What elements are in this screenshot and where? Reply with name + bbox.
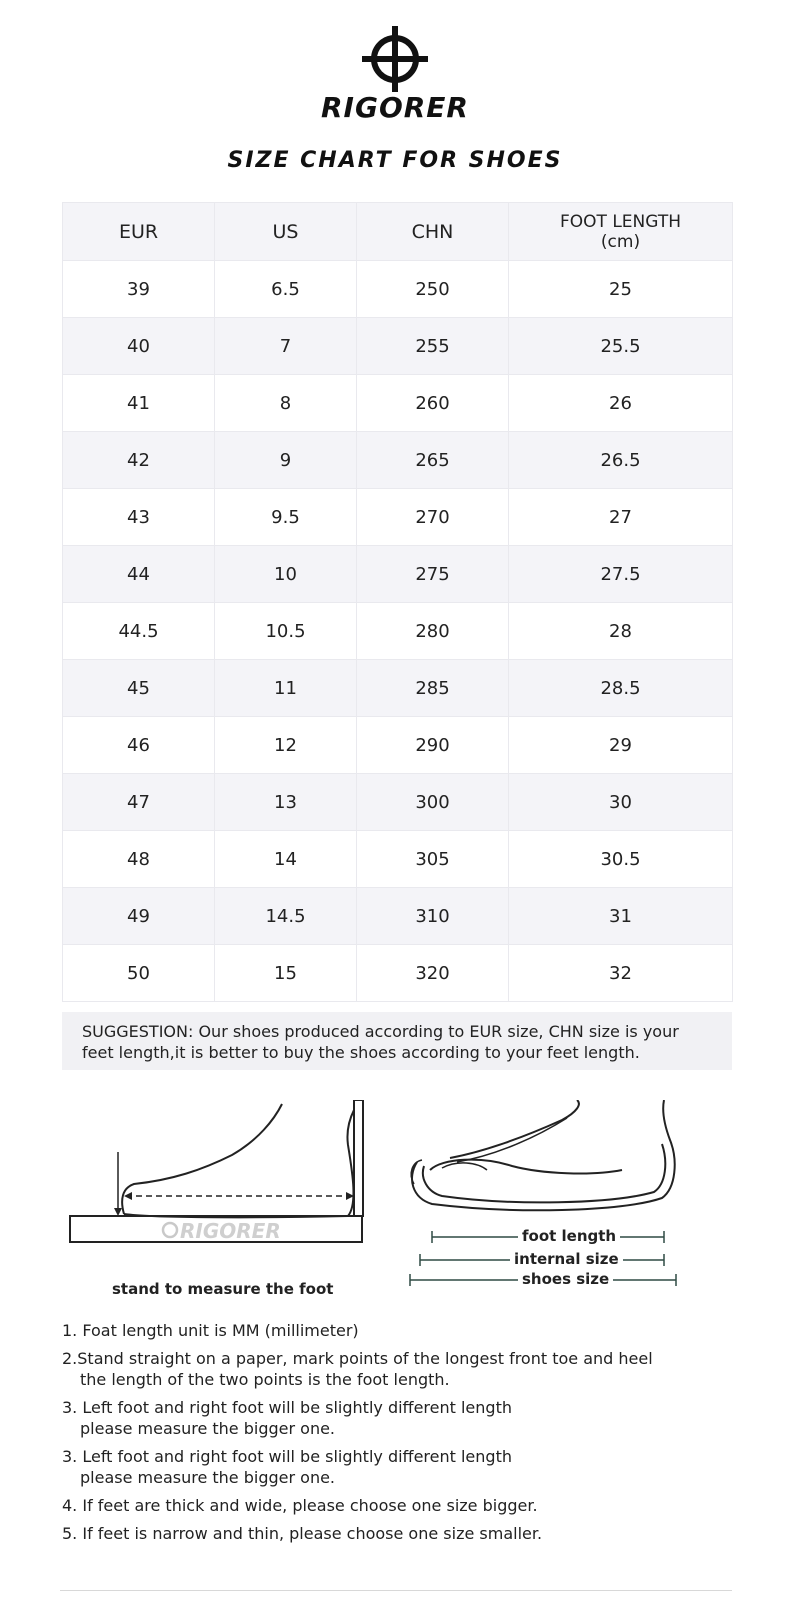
note-text: 1. Foat length unit is MM (millimeter) [62,1321,359,1340]
col-header-foot-length [509,203,733,261]
cell-us: 12 [215,717,357,774]
cell-chn: 270 [357,489,509,546]
note-text: 2.Stand straight on a paper, mark points of the longest front toe and heel [62,1349,653,1368]
cell-chn: 275 [357,546,509,603]
stand-measure-caption: stand to measure the foot [112,1280,334,1298]
cell-foot-length: 26.5 [509,432,733,489]
note-text: 3. Left foot and right foot will be slightly different length [62,1447,512,1466]
table-header-row [63,203,733,261]
brand-logo [0,22,790,124]
cell-foot-length: 25 [509,261,733,318]
table-row [63,774,733,831]
table-row [63,432,733,489]
cell-eur: 48 [63,831,215,888]
table-row [63,831,733,888]
cell-eur: 47 [63,774,215,831]
shoe-cross-section-illustration [411,1100,674,1210]
cell-chn: 300 [357,774,509,831]
page-title: SIZE CHART FOR SHOES [227,148,563,173]
table-row [63,945,733,1002]
suggestion-box [62,1012,732,1070]
cell-foot-length: 31 [509,888,733,945]
foot-length-label: foot length [518,1227,620,1245]
note-item [62,1320,732,1341]
table-row [63,489,733,546]
col-header-chn: CHN [357,203,509,261]
cell-chn: 320 [357,945,509,1002]
note-item [62,1446,732,1488]
cell-chn: 265 [357,432,509,489]
table-row [63,318,733,375]
suggestion-line-2: feet length,it is better to buy the shoes according to your feet length. [82,1043,640,1062]
bottom-divider [60,1590,732,1591]
cell-eur: 43 [63,489,215,546]
cell-foot-length: 28 [509,603,733,660]
table-row [63,261,733,318]
table-row [63,888,733,945]
cell-us: 13 [215,774,357,831]
col-header-foot-length-label: FOOT LENGTH [560,211,681,232]
cell-foot-length: 26 [509,375,733,432]
table-row [63,546,733,603]
cell-eur: 42 [63,432,215,489]
note-item [62,1397,732,1439]
cell-us: 9.5 [215,489,357,546]
suggestion-line-1: SUGGESTION: Our shoes produced according to EUR size, CHN size is your [82,1022,679,1041]
stand-measure-illustration [70,1100,363,1243]
table-row [63,603,733,660]
cell-foot-length: 28.5 [509,660,733,717]
table-body [63,261,733,1002]
cell-us: 7 [215,318,357,375]
note-item [62,1523,732,1544]
cell-chn: 250 [357,261,509,318]
note-text: 3. Left foot and right foot will be slightly different length [62,1398,512,1417]
cell-eur: 41 [63,375,215,432]
note-text-continued: please measure the bigger one. [80,1419,336,1438]
cell-eur: 44.5 [63,603,215,660]
cell-us: 8 [215,375,357,432]
table-row [63,660,733,717]
cell-eur: 39 [63,261,215,318]
cell-us: 15 [215,945,357,1002]
cell-us: 11 [215,660,357,717]
cell-us: 14 [215,831,357,888]
col-header-eur: EUR [63,203,215,261]
internal-size-label: internal size [510,1250,623,1268]
cell-foot-length: 27 [509,489,733,546]
cell-foot-length: 30.5 [509,831,733,888]
crosshair-logo-icon [360,22,430,92]
cell-chn: 255 [357,318,509,375]
note-item [62,1495,732,1516]
note-text: 4. If feet are thick and wide, please choose one size bigger. [62,1496,538,1515]
cell-us: 10 [215,546,357,603]
note-item [62,1348,732,1390]
cell-chn: 285 [357,660,509,717]
cell-us: 9 [215,432,357,489]
cell-chn: 260 [357,375,509,432]
note-text-continued: please measure the bigger one. [80,1468,336,1487]
table-row [63,375,733,432]
cell-foot-length: 25.5 [509,318,733,375]
cell-eur: 45 [63,660,215,717]
cell-eur: 44 [63,546,215,603]
cell-foot-length: 29 [509,717,733,774]
cell-eur: 49 [63,888,215,945]
brand-name: RIGORER [320,91,469,124]
cell-eur: 46 [63,717,215,774]
col-header-us: US [215,203,357,261]
shoes-size-label: shoes size [518,1270,613,1288]
cell-us: 14.5 [215,888,357,945]
cell-us: 10.5 [215,603,357,660]
cell-chn: 280 [357,603,509,660]
cell-foot-length: 30 [509,774,733,831]
table-row [63,717,733,774]
cell-us: 6.5 [215,261,357,318]
watermark-text: RIGORER [180,1219,281,1243]
note-text: 5. If feet is narrow and thin, please choose one size smaller. [62,1524,543,1543]
cell-eur: 40 [63,318,215,375]
cell-chn: 310 [357,888,509,945]
cell-chn: 305 [357,831,509,888]
col-header-foot-length-unit: (cm) [600,231,641,252]
note-text-continued: the length of the two points is the foot length. [80,1370,450,1389]
cell-foot-length: 27.5 [509,546,733,603]
cell-chn: 290 [357,717,509,774]
size-chart-table [62,202,733,1002]
measurement-notes [62,1320,732,1551]
cell-eur: 50 [63,945,215,1002]
cell-foot-length: 32 [509,945,733,1002]
